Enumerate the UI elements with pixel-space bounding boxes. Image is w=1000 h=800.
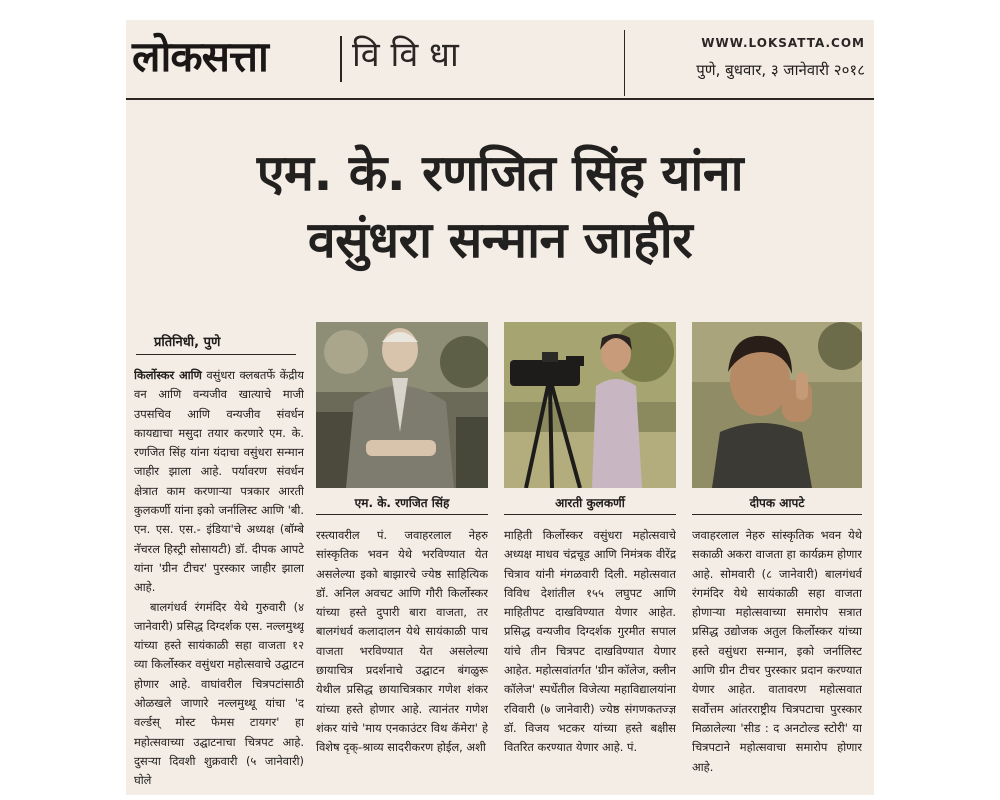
masthead-info-box (624, 30, 873, 96)
camera-photo (504, 322, 676, 488)
photo-caption-1: एम. के. रणजित सिंह (316, 494, 488, 515)
article-paragraph-2: बालगंधर्व रंगमंदिर येथे गुरुवारी (४ जानेवारी) प्रसिद्ध दिग्दर्शक एस. नल्लमुथ्थू यांच्या हस्ते सायंकाळी सहा वाजता १२ व्या किर्लोस्कर वसुंधरा महोत्सवाचे उद्घाटन होणार आहे. वाघांवरील चित्रपटांसाठी ओळखले जाणारे नल्लमुथ्थू यांचा 'द वर्ल्डस् मोस्ट फेमस टायगर' हा महोत्सवाच्या उद्घाटनाचा चित्रपट आहे. दुसऱ्या दिवशी शुक्रवारी (५ जानेवारी) घोले (134, 599, 304, 788)
masthead (126, 20, 874, 100)
article-paragraph-1: वसुंधरा क्लबतर्फे केंद्रीय वन आणि वन्यजीव खात्याचे माजी उपसचिव आणि वन्यजीव संवर्धन कायद्याचा मसुदा तयार करणारे एम. के. रणजित सिंह यांना यंदाचा वसुंधरा सन्मान जाहीर झाला आहे. पर्यावरण संवर्धन क्षेत्रात काम करणाऱ्या पत्रकार आरती कुलकर्णी यांना इको जर्नालिस्ट आणि 'बी. एन. एस. एस.- इंडिया'चे अध्यक्ष (बॉम्बे नॅचरल हिस्ट्री सोसायटी) डॉ. दीपक आपटे यांना 'ग्रीन टीचर' पुरस्कार जाहीर झाला आहे. (134, 368, 304, 595)
dateline: पुणे, बुधवार, ३ जानेवारी २०१८ (696, 61, 865, 79)
photo-deepak-apte (692, 322, 862, 488)
masthead-divider (340, 36, 342, 82)
newspaper-clipping (126, 20, 874, 795)
article-column-4: जवाहरलाल नेहरु सांस्कृतिक भवन येथे सकाळी अकरा वाजता हा कार्यक्रम होणार आहे. सोमवारी (८ जानेवारी) बालगंधर्व रंगमंदिर येथे सायंकाळी सहा वाजता होणाऱ्या महोत्सवाच्या समारोप सत्रात प्रसिद्ध उद्योजक अतुल किर्लोस्कर यांच्या हस्ते वसुंधरा सन्मान, इको जर्नालिस्ट आणि ग्रीन टीचर पुरस्कार प्रदान करण्यात येणार आहेत. वातावरण महोत्सवात सर्वोत्तम आंतरराष्ट्रीय चित्रपटाचा पुरस्कार मिळालेल्या 'सीड : द अनटोल्ड स्टोरी' या चित्रपटाने महोत्सवाचा समारोप होणार आहे. (692, 528, 862, 774)
article-column-3: माहिती किर्लोस्कर वसुंधरा महोत्सवाचे अध्यक्ष माधव चंद्रचूड आणि निमंत्रक वीरेंद्र चित्राव यांनी मंगळवारी दिली. महोत्सवात विविध देशांतील १५५ लघुपट आणि माहितीपट दाखविण्यात येणार आहेत. प्रसिद्ध वन्यजीव दिग्दर्शक गुरमीत सपाल यांचे तीन चित्रपट दाखविण्यात येणार आहेत. महोत्सवांतर्गत 'ग्रीन कॉलेज, क्लीन कॉलेज' स्पर्धेतील विजेत्या महाविद्यालयांना रविवारी (७ जानेवारी) ज्येष्ठ संगणकतज्ज्ञ डॉ. विजय भटकर यांच्या हस्ते बक्षीस वितरित करण्यात येणार आहे. पं. (504, 528, 676, 755)
byline (136, 328, 296, 355)
article-column-2: रस्त्यावरील पं. जवाहरलाल नेहरु सांस्कृतिक भवन येथे भरविण्यात येत असलेल्या इको बाझारचे ज्येष्ठ साहित्यिक डॉ. अनिल अवचट आणि गौरी किर्लोस्कर यांच्या हस्ते दुपारी बारा वाजता, तर बालगंधर्व कलादालन येथे सायंकाळी पाच वाजता भरविण्यात येत असलेल्या छायाचित्र प्रदर्शनाचे उद्घाटन बंगळुरू येथील प्रसिद्ध छायाचित्रकार गणेश शंकर यांच्या हस्ते होणार आहे. त्यानंतर गणेश शंकर यांचे 'माय एनकाउंटर विथ कॅमेरा' हे विशेष दृक्-श्राव्य सादरीकरण होईल, अशी (316, 528, 488, 755)
section-title: वि वि धा (352, 35, 459, 75)
photo-ranjit-singh (316, 322, 488, 488)
article-column-1 (134, 366, 304, 794)
photo-aarti-kulkarni (504, 322, 676, 488)
byline-text: प्रतिनिधी, पुणे (154, 335, 221, 350)
headline (126, 140, 874, 274)
portrait-photo (316, 322, 488, 488)
photo-caption-2: आरती कुलकर्णी (504, 494, 676, 515)
article-lead: किर्लोस्कर आणि (134, 368, 202, 382)
portrait-photo-3 (692, 322, 862, 488)
newspaper-logo: लोकसत्ता (132, 32, 268, 81)
photo-caption-3: दीपक आपटे (692, 494, 862, 515)
website-url: WWW.LOKSATTA.COM (701, 36, 865, 50)
headline-line-1: एम. के. रणजित सिंह यांना (256, 144, 744, 202)
headline-line-2: वसुंधरा सन्मान जाहीर (307, 211, 693, 269)
